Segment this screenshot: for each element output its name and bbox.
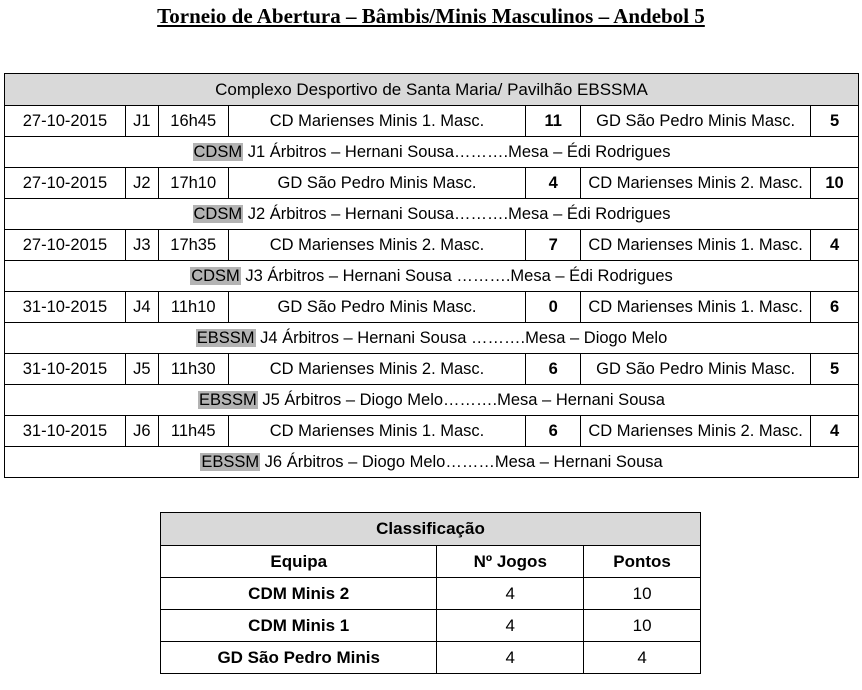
- game-time: 11h10: [158, 292, 228, 323]
- games-table: [4, 73, 859, 478]
- away-team: GD São Pedro Minis Masc.: [581, 106, 811, 137]
- game-id: J3: [125, 230, 158, 261]
- home-team: CD Marienses Minis 1. Masc.: [228, 416, 526, 447]
- game-id: J4: [125, 292, 158, 323]
- home-team: CD Marienses Minis 2. Masc.: [228, 230, 526, 261]
- standing-team: CDM Minis 1: [161, 610, 437, 642]
- game-id: J1: [125, 106, 158, 137]
- officials-cell: [5, 323, 859, 354]
- officials-text: J3 Árbitros – Hernani Sousa ……….Mesa – Édi Rodrigues: [240, 266, 673, 285]
- game-time: 11h30: [158, 354, 228, 385]
- officials-row: [5, 385, 859, 416]
- venue-code: CDSM: [191, 266, 240, 285]
- standings-row: [161, 610, 701, 642]
- game-id: J2: [125, 168, 158, 199]
- standings-row: [161, 642, 701, 674]
- home-team: GD São Pedro Minis Masc.: [228, 292, 526, 323]
- standings-row: [161, 578, 701, 610]
- game-date: 27-10-2015: [5, 168, 126, 199]
- venue-code: EBSSM: [199, 390, 257, 409]
- game-date: 27-10-2015: [5, 230, 126, 261]
- officials-cell: [5, 385, 859, 416]
- game-row: [5, 416, 859, 447]
- game-date: 31-10-2015: [5, 354, 126, 385]
- away-score: 4: [811, 230, 859, 261]
- venue-code: CDSM: [193, 142, 243, 161]
- standing-team: CDM Minis 2: [161, 578, 437, 610]
- home-team: CD Marienses Minis 2. Masc.: [228, 354, 526, 385]
- officials-text: J2 Árbitros – Hernani Sousa……….Mesa – Édi Rodrigues: [243, 204, 671, 223]
- away-team: CD Marienses Minis 2. Masc.: [581, 416, 811, 447]
- game-id: J6: [125, 416, 158, 447]
- page-title: Torneio de Abertura – Bâmbis/Minis Masculinos – Andebol 5: [157, 4, 705, 28]
- standings-caption: Classificação: [161, 513, 701, 546]
- officials-row: [5, 261, 859, 292]
- home-score: 0: [526, 292, 581, 323]
- officials-text: J6 Árbitros – Diogo Melo………Mesa – Hernani Sousa: [260, 452, 663, 471]
- standings-header-row: [161, 546, 701, 578]
- venue-header: Complexo Desportivo de Santa Maria/ Pavilhão EBSSMA: [5, 74, 859, 106]
- game-id: J5: [125, 354, 158, 385]
- standing-points: 10: [584, 610, 701, 642]
- officials-cell: [5, 447, 859, 478]
- venue-row: [5, 74, 859, 106]
- standing-games: 4: [437, 578, 584, 610]
- officials-row: [5, 199, 859, 230]
- home-score: 11: [526, 106, 581, 137]
- game-time: 11h45: [158, 416, 228, 447]
- officials-text: J4 Árbitros – Hernani Sousa ……….Mesa – Diogo Melo: [255, 328, 668, 347]
- game-row: [5, 106, 859, 137]
- game-date: 31-10-2015: [5, 292, 126, 323]
- game-row: [5, 230, 859, 261]
- standing-points: 10: [584, 578, 701, 610]
- game-row: [5, 168, 859, 199]
- header-points: Pontos: [584, 546, 701, 578]
- home-score: 4: [526, 168, 581, 199]
- away-score: 6: [811, 292, 859, 323]
- officials-row: [5, 323, 859, 354]
- officials-text: J1 Árbitros – Hernani Sousa……….Mesa – Édi Rodrigues: [243, 142, 671, 161]
- game-time: 17h10: [158, 168, 228, 199]
- away-team: GD São Pedro Minis Masc.: [581, 354, 811, 385]
- home-team: GD São Pedro Minis Masc.: [228, 168, 526, 199]
- standings-table: [160, 512, 701, 674]
- home-score: 6: [526, 354, 581, 385]
- away-team: CD Marienses Minis 1. Masc.: [581, 292, 811, 323]
- home-team: CD Marienses Minis 1. Masc.: [228, 106, 526, 137]
- officials-row: [5, 137, 859, 168]
- venue-code: EBSSM: [201, 452, 260, 471]
- away-score: 5: [811, 354, 859, 385]
- home-score: 7: [526, 230, 581, 261]
- game-row: [5, 292, 859, 323]
- standing-games: 4: [437, 610, 584, 642]
- away-team: CD Marienses Minis 2. Masc.: [581, 168, 811, 199]
- away-score: 10: [811, 168, 859, 199]
- home-score: 6: [526, 416, 581, 447]
- officials-cell: [5, 137, 859, 168]
- standing-team: GD São Pedro Minis: [161, 642, 437, 674]
- standing-points: 4: [584, 642, 701, 674]
- game-time: 17h35: [158, 230, 228, 261]
- game-row: [5, 354, 859, 385]
- standing-games: 4: [437, 642, 584, 674]
- officials-text: J5 Árbitros – Diogo Melo……….Mesa – Hernani Sousa: [257, 390, 665, 409]
- venue-code: EBSSM: [196, 328, 255, 347]
- header-games: Nº Jogos: [437, 546, 584, 578]
- standings-caption-row: [161, 513, 701, 546]
- header-team: Equipa: [161, 546, 437, 578]
- away-score: 5: [811, 106, 859, 137]
- officials-cell: [5, 199, 859, 230]
- away-team: CD Marienses Minis 1. Masc.: [581, 230, 811, 261]
- game-date: 31-10-2015: [5, 416, 126, 447]
- game-time: 16h45: [158, 106, 228, 137]
- officials-row: [5, 447, 859, 478]
- game-date: 27-10-2015: [5, 106, 126, 137]
- away-score: 4: [811, 416, 859, 447]
- officials-cell: [5, 261, 859, 292]
- venue-code: CDSM: [193, 204, 243, 223]
